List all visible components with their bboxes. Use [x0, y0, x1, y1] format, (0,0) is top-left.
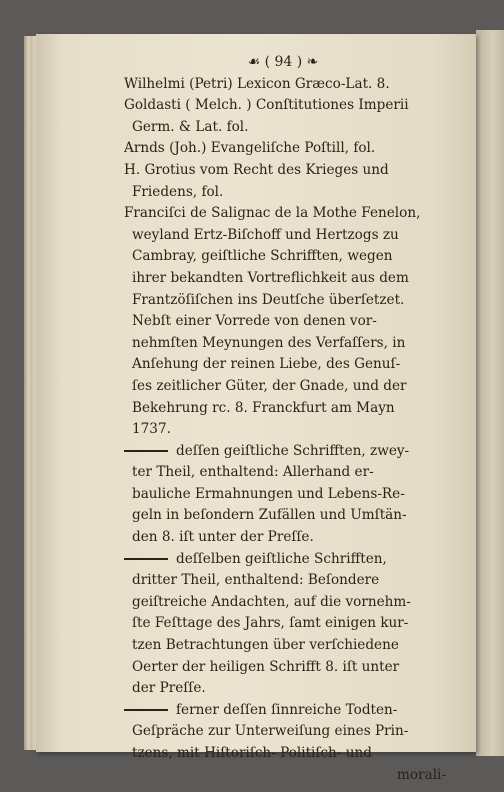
entry-line: dritter Theil, enthaltend: Beſondere	[132, 572, 380, 589]
entry-line: ihrer bekandten Vortreflichkeit aus dem	[132, 269, 409, 286]
entry-line: der Preſſe.	[132, 680, 206, 697]
entry-line: den 8. iſt unter der Preſſe.	[132, 529, 314, 546]
dash-rule	[124, 450, 168, 452]
entry-line: Arnds (Joh.) Evangeliſche Poſtill, fol.	[124, 140, 376, 157]
page-text	[124, 52, 458, 786]
catchword: morali-	[397, 766, 446, 783]
entry-line: ſte Feſttage des Jahrs, ſamt einigen kur-	[132, 615, 409, 632]
entry-line: Franciſci de Salignac de la Mothe Fenelon,	[124, 205, 421, 222]
entry-line: ferner deſſen ſinnreiche Todten-	[176, 701, 398, 718]
entry-line: H. Grotius vom Recht des Krieges und	[124, 161, 389, 178]
entry-line: Germ. & Lat. fol.	[132, 118, 249, 135]
entry-line: tzens, mit Hiſtoriſch- Politiſch- und	[132, 745, 372, 761]
page-header: ☙ ( 94 ) ❧	[247, 54, 319, 70]
entry-line: deſſelben geiſtliche Schrifften,	[176, 550, 387, 567]
entry-line: geln in beſondern Zufällen und Umſtän-	[132, 507, 407, 524]
entry-line: deſſen geiſtliche Schrifften, zwey-	[176, 442, 410, 459]
entry-line: Bekehrung rc. 8. Franckfurt am Mayn	[132, 399, 395, 416]
entry-line: tzen Betrachtungen über verſchiedene	[132, 637, 399, 654]
entry-line: Oerter der heiligen Schrifft 8. iſt unter	[132, 658, 400, 675]
entry-line: Nebſt einer Vorrede von denen vor-	[132, 313, 377, 330]
entry-line: Wilhelmi (Petri) Lexicon Græco-Lat. 8.	[124, 75, 390, 92]
dash-rule	[124, 558, 168, 560]
entry-line: ſes zeitlicher Güter, der Gnade, und der	[132, 377, 407, 394]
entry-line: bauliche Ermahnungen und Lebens-Re-	[132, 485, 405, 502]
entry-line: Cambray, geiſtliche Schrifften, wegen	[132, 248, 393, 265]
entry-line: nehmſten Meynungen des Verfaſſers, in	[132, 334, 406, 351]
entry-line: ter Theil, enthaltend: Allerhand er-	[132, 464, 374, 481]
facing-page-edge	[476, 30, 504, 756]
dash-rule	[124, 709, 168, 711]
entry-line: Frantzöſiſchen ins Deutſche überſetzet.	[132, 291, 405, 308]
entry-line: Friedens, fol.	[132, 183, 224, 200]
entry-line: weyland Ertz-Biſchoff und Hertzogs zu	[132, 226, 399, 243]
entry-line: 1737.	[132, 421, 171, 438]
entry-line: Geſpräche zur Unterweiſung eines Prin-	[132, 723, 409, 740]
entry-line: Goldasti ( Melch. ) Conſtitutiones Imperii	[124, 97, 409, 114]
entry-line: Anſehung der reinen Liebe, des Genuſ-	[132, 356, 401, 373]
entry-line: geiſtreiche Andachten, auf die vornehm-	[132, 593, 411, 610]
